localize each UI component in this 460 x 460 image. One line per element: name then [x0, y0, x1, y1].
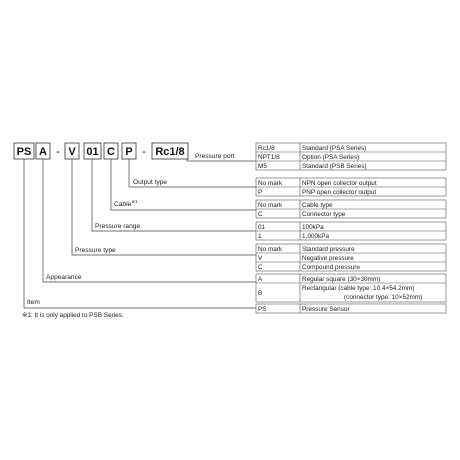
leader-pressure-type: [72, 159, 256, 255]
cell-code: P: [258, 189, 263, 196]
table-appearance: [256, 274, 446, 302]
label-pressure-port: Pressure port: [195, 153, 235, 160]
code-pressure-port: Rc1/8: [155, 146, 185, 158]
cell-code: A: [258, 276, 263, 283]
cell-desc: 1,000kPa: [302, 233, 330, 240]
table-cable: [256, 200, 446, 218]
code-dash-2: -: [142, 146, 146, 158]
cell-desc: Rectangular (cable type: 10.4×54.2mm): [302, 285, 415, 292]
leader-pressure-range: [92, 159, 256, 231]
cell-desc: Cable type: [302, 202, 333, 209]
code-pressure-type: V: [68, 146, 76, 158]
cell-code: Rc1/8: [258, 145, 275, 152]
cell-code: No mark: [258, 180, 283, 187]
code-output-type: P: [125, 146, 133, 158]
code-pressure-range: 01: [86, 146, 99, 158]
cell-desc: Compound pressure: [302, 264, 360, 271]
code-cable: C: [107, 146, 115, 158]
cell-code: No mark: [258, 246, 283, 253]
model-code: [14, 143, 188, 159]
field-labels: [27, 153, 235, 306]
table-pressure-port: [256, 143, 446, 170]
footnote: ※1: It is only applied to PSB Series.: [22, 312, 124, 319]
cell-desc: Option (PSA Series): [302, 154, 360, 161]
table-output-type: [256, 178, 446, 196]
label-appearance: Appearance: [46, 274, 82, 281]
cell-code: C: [258, 264, 263, 271]
cell-desc: Pressure Sensor: [302, 306, 350, 313]
cell-desc: Regular square (30×30mm): [302, 276, 381, 283]
cell-desc: Standard (PSA Series): [302, 145, 367, 152]
label-pressure-type: Pressure type: [75, 247, 116, 254]
label-cable: Cable$^{※1}$: [114, 199, 138, 208]
cell-code: C: [258, 211, 263, 218]
cell-desc: Standard pressure: [302, 246, 355, 253]
code-dash-1: -: [56, 146, 60, 158]
cell-desc-continued: (connector type: 10×52mm): [344, 294, 423, 301]
label-pressure-range: Pressure range: [95, 223, 141, 230]
table-pressure-range: [256, 222, 446, 240]
leader-appearance: [43, 159, 256, 282]
cell-code: 01: [258, 224, 266, 231]
cell-desc: PNP open collector output: [302, 189, 377, 196]
cell-desc: Negative pressure: [302, 255, 354, 262]
cell-code: B: [258, 290, 263, 297]
label-output-type: Output type: [133, 179, 168, 186]
cell-desc: 100kPa: [302, 224, 324, 231]
code-appearance: A: [39, 146, 47, 158]
code-ps: PS: [16, 146, 32, 158]
cell-code: M5: [258, 163, 267, 170]
cell-desc: Connector type: [302, 211, 346, 218]
table-item: [256, 304, 446, 313]
cell-code: PS: [258, 306, 267, 313]
cell-code: NPT1/8: [258, 154, 280, 161]
cell-desc: Standard (PSB Series): [302, 163, 367, 170]
cell-desc: NPN open collector output: [302, 180, 377, 187]
label-item: Item: [27, 299, 40, 306]
cell-code: 1: [258, 233, 262, 240]
table-pressure-type: [256, 244, 446, 271]
cell-code: V: [258, 255, 263, 262]
cell-code: No mark: [258, 202, 283, 209]
